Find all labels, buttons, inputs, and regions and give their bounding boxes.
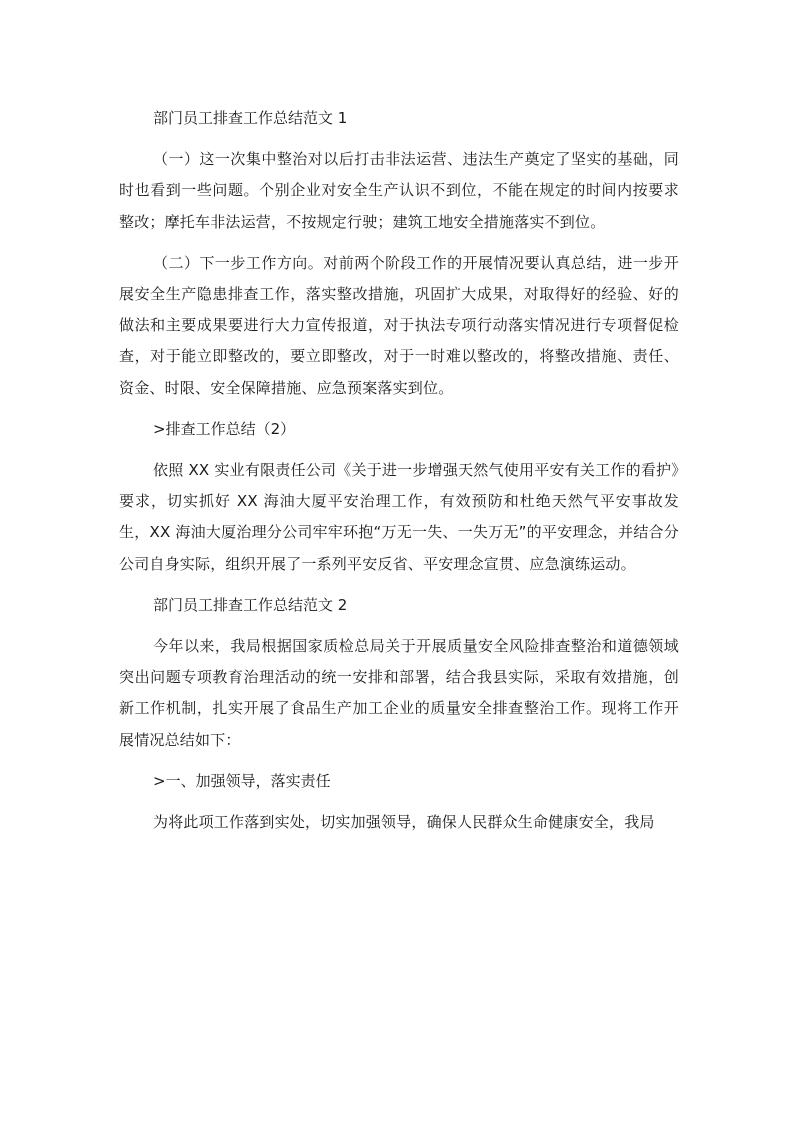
paragraph-1: （一）这一次集中整治对以后打击非法运营、违法生产奠定了坚实的基础，同时也看到一些问题。个别企业对安全生产认识不到位，不能在规定的时间内按要求整改；摩托车非法运营，不按规定行驶；建筑工地安全措施落实不到位。	[119, 150, 679, 231]
paragraph-5: 为将此项工作落到实处，切实加强领导，确保人民群众生命健康安全，我局	[153, 813, 655, 832]
paragraph-3: 依照 XX 实业有限责任公司《关于进一步增强天然气使用平安有关工作的看护》要求，切实抓好 XX 海油大厦平安治理工作，有效预防和杜绝天然气平安事故发生，XX 海油大厦治理分公司牢牢环抱“万无一失、一失万无”的平安理念，并结合分公司自身实际，组织开展了一系列平安反省、平安理念宣贯、应急演练运动。	[119, 461, 679, 573]
subheading-2: >排查工作总结（2）	[153, 419, 296, 438]
paragraph-2: （二）下一步工作方向。对前两个阶段工作的开展情况要认真总结，进一步开展安全生产隐患排查工作，落实整改措施，巩固扩大成果，对取得好的经验、好的做法和主要成果要进行大力宣传报道，对于执法专项行动落实情况进行专项督促检查，对于能立即整改的，要立即整改，对于一时难以整改的，将整改措施、责任、资金、时限、安全保障措施、应急预案落实到位。	[119, 253, 679, 397]
paragraph-4: 今年以来，我局根据国家质检总局关于开展质量安全风险排查整治和道德领域突出问题专项教育治理活动的统一安排和部署，结合我县实际，采取有效措施，创新工作机制，扎实开展了食品生产加工企业的质量安全排查整治工作。现将工作开展情况总结如下：	[119, 637, 679, 749]
subheading-3: >一、加强领导，落实责任	[153, 771, 331, 790]
document-body	[119, 103, 679, 848]
section-title-1: 部门员工排查工作总结范文 1	[153, 109, 348, 127]
section-title-2: 部门员工排查工作总结范文 2	[153, 595, 348, 614]
